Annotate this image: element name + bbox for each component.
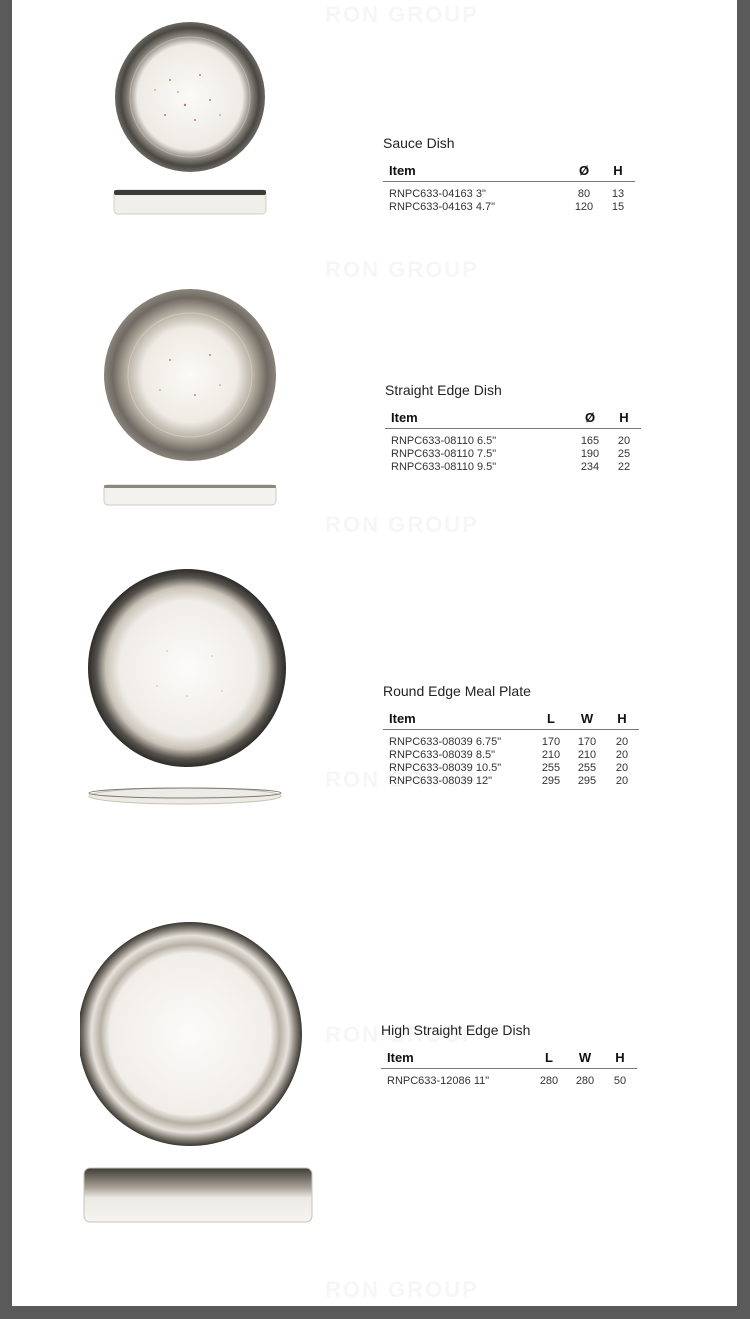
watermark: [302, 257, 502, 283]
header-item: Item: [383, 711, 533, 730]
header-length: L: [533, 711, 569, 730]
product-title: Round Edge Meal Plate: [383, 683, 531, 699]
table-row: [381, 1069, 637, 1089]
header-diameter: Ø: [567, 163, 601, 182]
spec-table: [385, 410, 641, 474]
cell-height: 20: [615, 736, 629, 748]
header-width: W: [567, 1050, 603, 1069]
high-straight-edge-dish-image: [80, 918, 320, 1228]
cell-height: 20: [615, 749, 629, 761]
cell-length: 295: [541, 775, 561, 787]
cell-length: 255: [541, 762, 561, 774]
table-row: [383, 730, 639, 750]
header-width: W: [569, 711, 605, 730]
round-edge-meal-plate-info: [383, 683, 639, 788]
table-row: [385, 448, 641, 461]
cell-diameter: 234: [580, 461, 600, 473]
round-edge-meal-plate-image: [87, 566, 287, 816]
watermark: [302, 2, 502, 28]
header-length: L: [531, 1050, 567, 1069]
cell-item: RNPC633-08039 6.75": [389, 736, 502, 748]
table-row: [383, 749, 639, 762]
catalog-page: [12, 0, 737, 1306]
header-diameter: Ø: [573, 410, 607, 429]
header-item: Item: [385, 410, 573, 429]
spec-table: [383, 163, 635, 214]
spec-table: [383, 711, 639, 788]
cell-item: RNPC633-04163 3": [389, 188, 486, 200]
header-item: Item: [381, 1050, 531, 1069]
table-row: [383, 775, 639, 788]
table-row: [383, 762, 639, 775]
table-row: [385, 461, 641, 474]
table-row: [385, 429, 641, 449]
spec-table: [381, 1050, 637, 1088]
cell-width: 170: [577, 736, 597, 748]
cell-height: 20: [615, 775, 629, 787]
cell-diameter: 80: [577, 188, 591, 200]
cell-diameter: 120: [574, 201, 594, 213]
cell-diameter: 165: [580, 435, 600, 447]
sauce-dish-image: [110, 20, 270, 225]
straight-edge-dish-info: [385, 382, 641, 474]
table-row: [383, 182, 635, 202]
cell-length: 170: [541, 736, 561, 748]
watermark: [302, 1277, 502, 1303]
table-row: [383, 201, 635, 214]
cell-diameter: 190: [580, 448, 600, 460]
watermark: [302, 512, 502, 538]
cell-height: 20: [617, 435, 631, 447]
product-title: High Straight Edge Dish: [381, 1022, 531, 1038]
cell-width: 280: [575, 1075, 595, 1087]
cell-width: 295: [577, 775, 597, 787]
cell-item: RNPC633-08110 9.5": [391, 461, 497, 473]
sauce-dish-info: [383, 135, 635, 214]
cell-item: RNPC633-08039 12": [389, 775, 492, 787]
cell-width: 210: [577, 749, 597, 761]
cell-length: 280: [539, 1075, 559, 1087]
cell-item: RNPC633-08039 8.5": [389, 749, 496, 761]
header-height: H: [603, 1050, 637, 1069]
cell-length: 210: [541, 749, 561, 761]
cell-item: RNPC633-08039 10.5": [389, 762, 502, 774]
cell-item: RNPC633-04163 4.7": [389, 201, 496, 213]
cell-height: 50: [613, 1075, 627, 1087]
cell-item: RNPC633-08110 7.5": [391, 448, 497, 460]
cell-height: 20: [615, 762, 629, 774]
cell-item: RNPC633-12086 11": [387, 1075, 490, 1087]
straight-edge-dish-image: [100, 285, 280, 515]
header-height: H: [607, 410, 641, 429]
product-title: Sauce Dish: [383, 135, 455, 151]
product-title: Straight Edge Dish: [385, 382, 502, 398]
cell-height: 13: [611, 188, 625, 200]
header-item: Item: [383, 163, 567, 182]
cell-height: 25: [617, 448, 631, 460]
cell-item: RNPC633-08110 6.5": [391, 435, 497, 447]
cell-height: 15: [611, 201, 625, 213]
cell-height: 22: [617, 461, 631, 473]
high-straight-edge-dish-info: [381, 1022, 637, 1088]
header-height: H: [605, 711, 639, 730]
cell-width: 255: [577, 762, 597, 774]
header-height: H: [601, 163, 635, 182]
